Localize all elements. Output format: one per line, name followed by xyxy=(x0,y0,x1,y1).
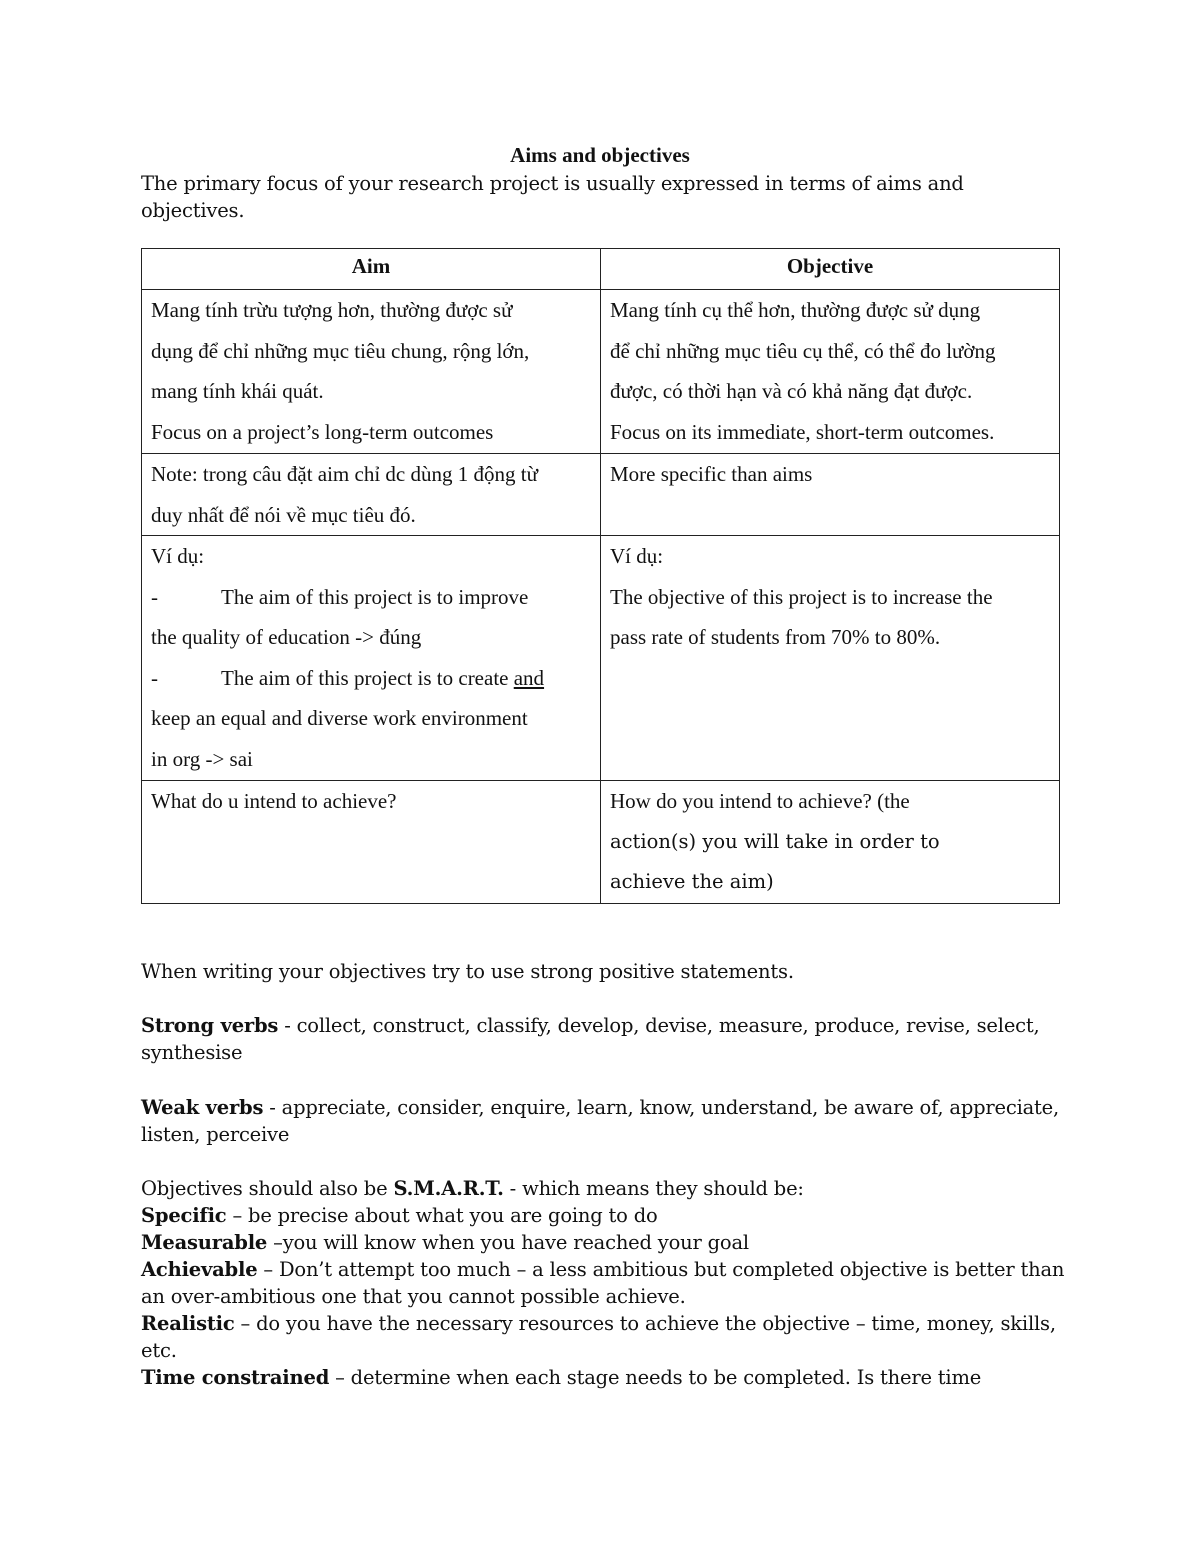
objective-definition-line: Focus on its immediate, short-term outcomes. xyxy=(610,419,995,444)
aim-note-line: Note: trong câu đặt aim chỉ dc dùng 1 động từ xyxy=(151,462,538,486)
aim-example-line: the quality of education -> đúng xyxy=(151,625,422,649)
aim-question-cell xyxy=(142,781,601,904)
smart-intro: Objectives should also be S.M.A.R.T. - which means they should be: xyxy=(141,1177,804,1200)
aim-definition-line: Focus on a project’s long-term outcomes xyxy=(151,419,494,444)
objective-question-line: action(s) you will take in order to xyxy=(610,829,940,853)
objective-definition-line: Mang tính cụ thể hơn, thường được sử dụng xyxy=(610,298,981,322)
aim-definition-line: Mang tính trừu tượng hơn, thường được sử xyxy=(151,298,513,322)
smart-acronym: S.M.A.R.T. xyxy=(393,1177,504,1200)
objective-definition-line: để chỉ những mục tiêu cụ thể, có thể đo lường xyxy=(610,338,996,363)
objective-definition-cell xyxy=(601,290,1060,454)
weak-verbs-paragraph xyxy=(141,1094,1071,1148)
objective-note-line: More specific than aims xyxy=(610,462,813,486)
smart-item-specific: Specific – be precise about what you are going to do xyxy=(141,1204,658,1227)
smart-item-measurable: Measurable –you will know when you have reached your goal xyxy=(141,1231,749,1254)
aim-example-line: keep an equal and diverse work environment xyxy=(151,706,528,730)
aim-example-cell xyxy=(142,536,601,781)
strong-verbs-text: - collect, construct, classify, develop, devise, measure, produce, revise, select, synthesise xyxy=(141,1014,1040,1064)
header-objective: Objective xyxy=(601,249,1060,290)
header-aim: Aim xyxy=(142,249,601,290)
page-title: Aims and objectives xyxy=(510,143,690,167)
aim-definition-line: dụng để chỉ những mục tiêu chung, rộng lớn, xyxy=(151,338,530,363)
aim-note-cell xyxy=(142,454,601,536)
smart-item-achievable: Achievable – Don’t attempt too much – a less ambitious but completed objective is better than an over-ambitious one that you cannot possible achieve. xyxy=(141,1258,1065,1308)
aim-definition-cell xyxy=(142,290,601,454)
objective-question-cell xyxy=(601,781,1060,904)
aim-definition-line: mang tính khái quát. xyxy=(151,379,324,403)
objective-question-line: achieve the aim) xyxy=(610,870,774,893)
aim-question: What do u intend to achieve? xyxy=(151,789,397,813)
underlined-word: and xyxy=(513,665,545,690)
objective-example-line: The objective of this project is to increase the xyxy=(610,584,993,609)
weak-verbs-label: Weak verbs xyxy=(141,1096,264,1119)
objective-definition-line: được, có thời hạn và có khả năng đạt được. xyxy=(610,379,973,403)
weak-verbs-text: - appreciate, consider, enquire, learn, know, understand, be aware of, appreciate, listen, perceive xyxy=(141,1096,1060,1146)
aim-example-label: Ví dụ: xyxy=(151,544,205,568)
smart-item-time-constrained: Time constrained – determine when each stage needs to be completed. Is there time xyxy=(141,1366,982,1389)
objective-example-label: Ví dụ: xyxy=(610,544,664,568)
aim-example-bullet: - The aim of this project is to create and xyxy=(151,665,545,690)
aim-example-bullet: - The aim of this project is to improve xyxy=(151,584,529,609)
objective-note-cell xyxy=(601,454,1060,536)
objective-example-cell xyxy=(601,536,1060,781)
objective-question: How do you intend to achieve? (the xyxy=(610,789,910,813)
objective-example-line: pass rate of students from 70% to 80%. xyxy=(610,625,941,649)
smart-section xyxy=(141,1175,1071,1391)
aim-note-line: duy nhất để nói về mục tiêu đó. xyxy=(151,502,416,527)
strong-verbs-paragraph xyxy=(141,1012,1071,1066)
strong-verbs-label: Strong verbs xyxy=(141,1014,279,1037)
aim-example-line: in org -> sai xyxy=(151,746,253,771)
aims-objectives-table xyxy=(141,248,1060,904)
writing-tip: When writing your objectives try to use strong positive statements. xyxy=(141,960,794,983)
intro-paragraph: The primary focus of your research project is usually expressed in terms of aims and objectives. xyxy=(141,172,964,222)
smart-item-realistic: Realistic – do you have the necessary resources to achieve the objective – time, money, skills, etc. xyxy=(141,1312,1056,1362)
